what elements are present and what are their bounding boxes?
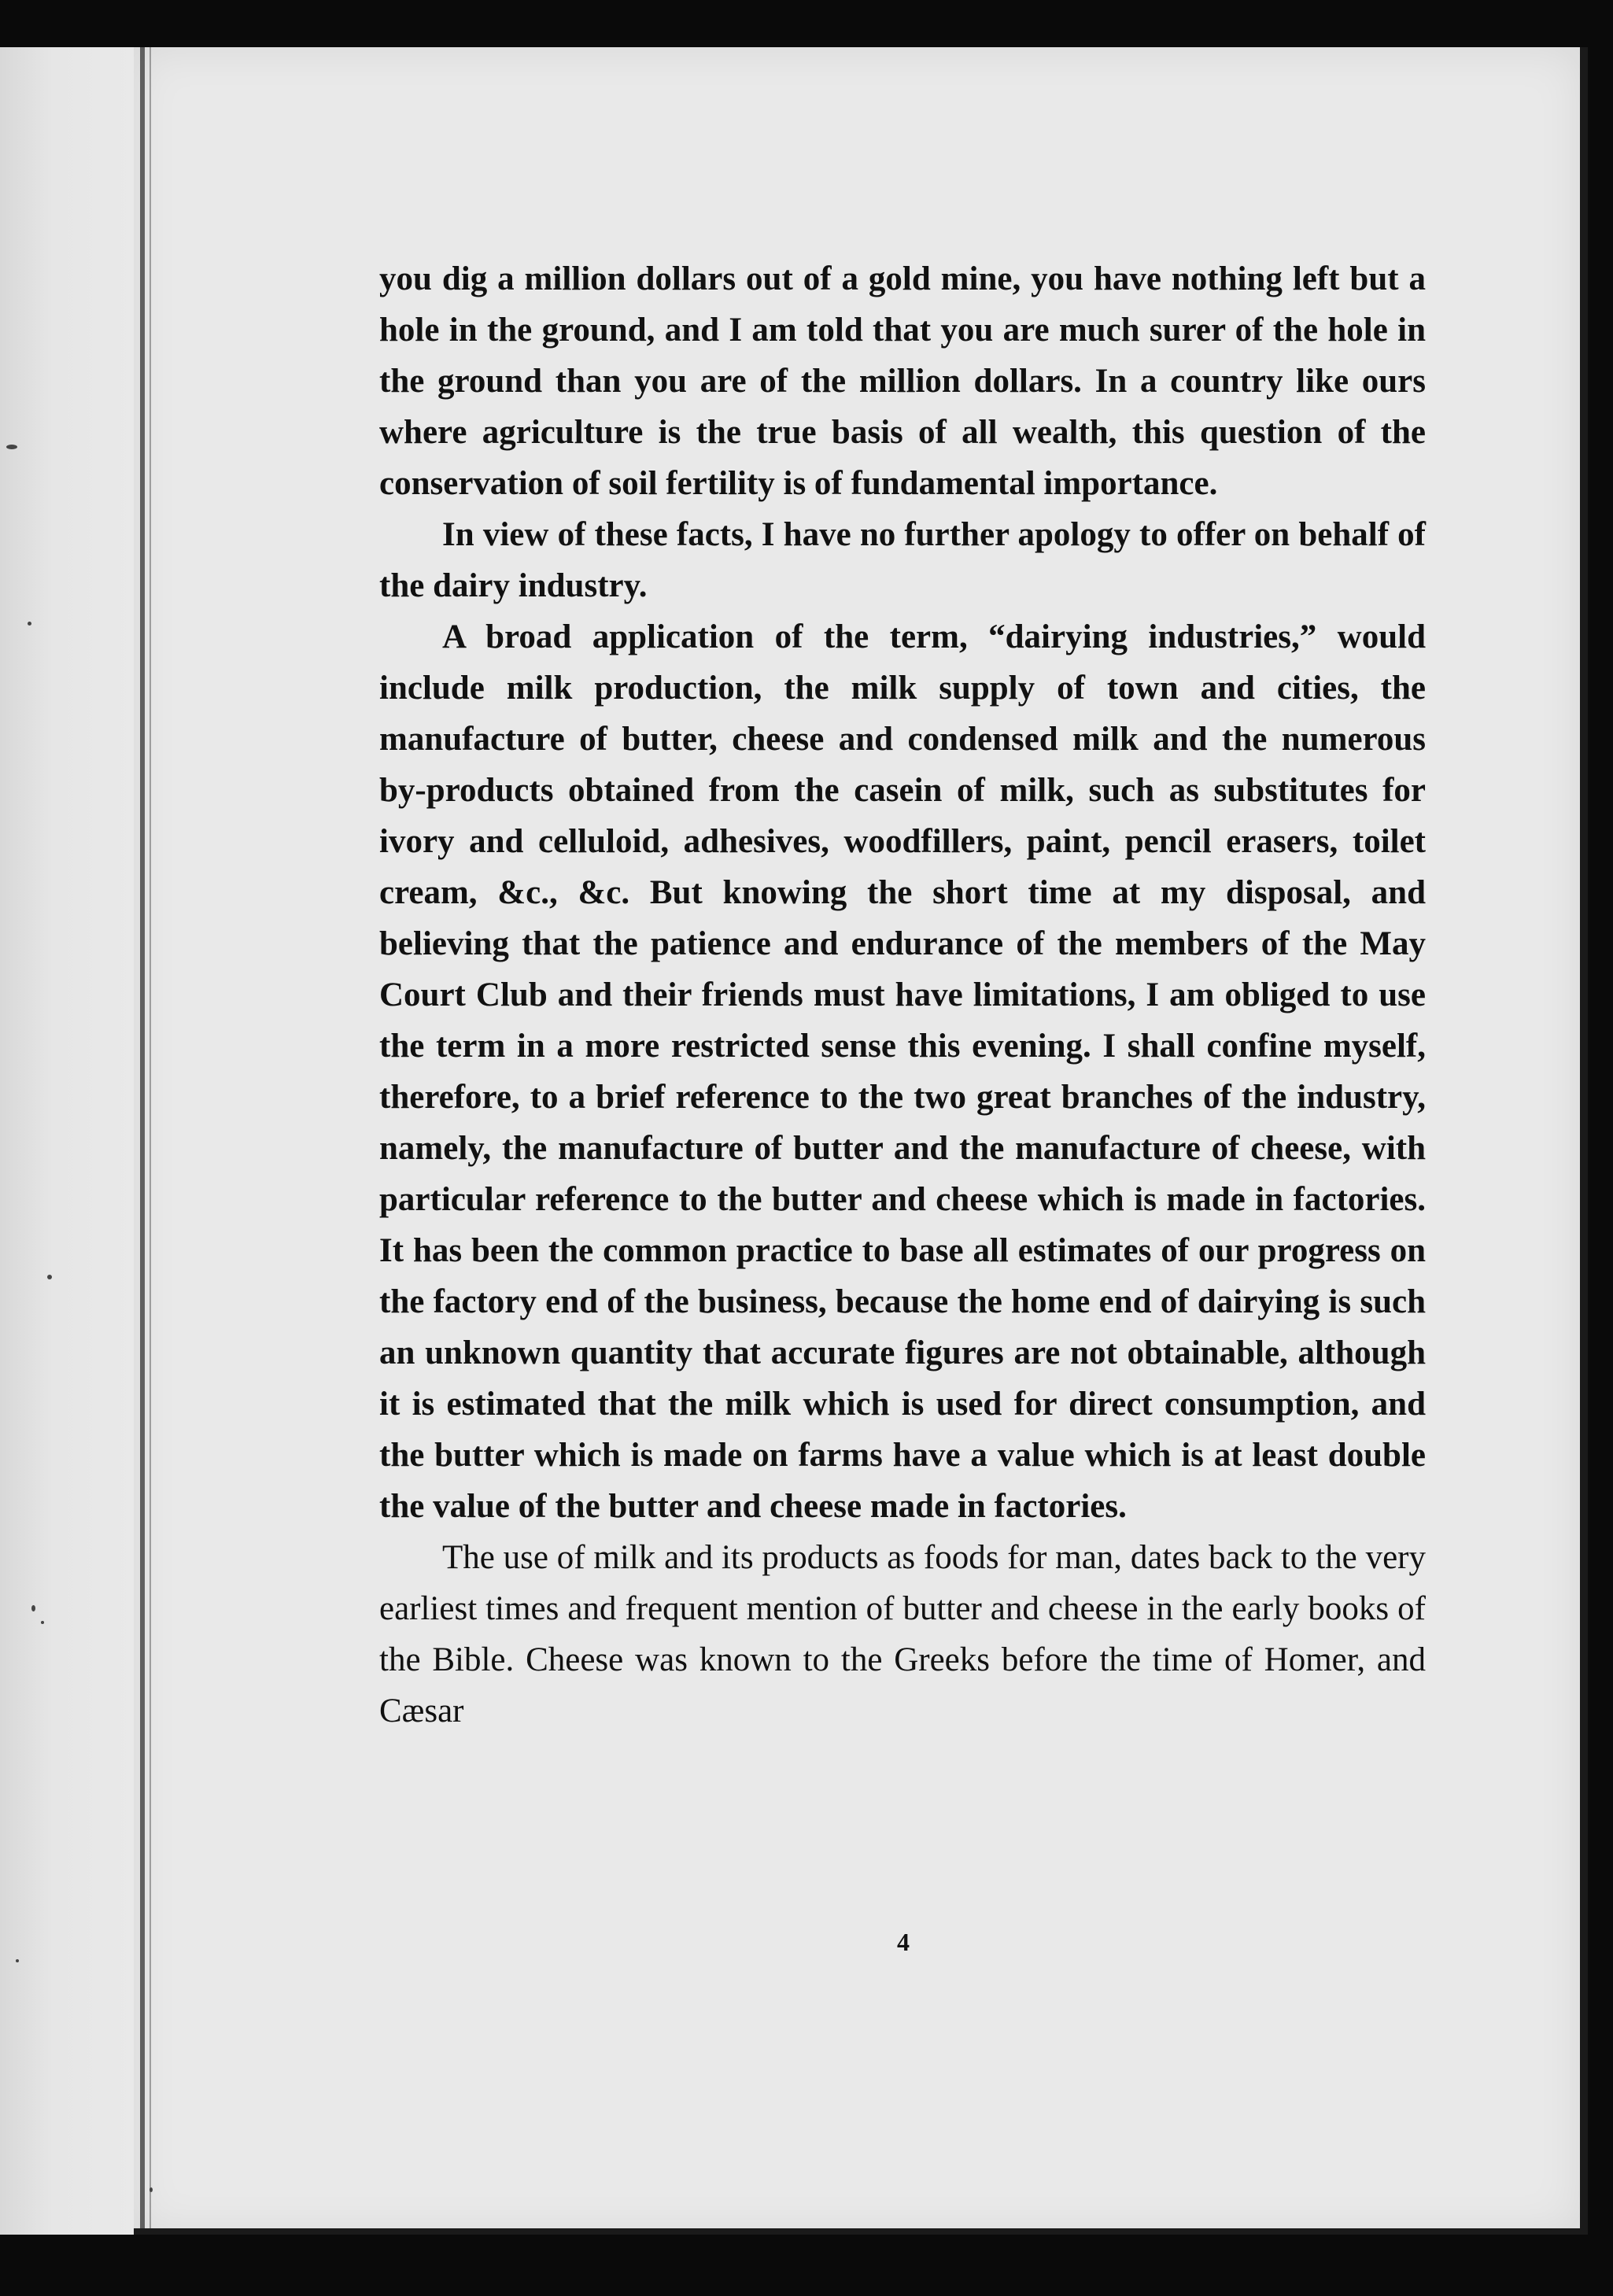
paragraph-3: A broad application of the term, “dairying industries,” would include milk production, the milk supply of town and cities, the manufacture of butter, cheese and condensed milk and the numerous by-products obtained from the casein of milk, such as substitutes for ivory and celluloid, adhesives, woodfillers, paint, pencil erasers, toilet cream, &c., &c. But knowing the short time at my disposal, and believing that the patience and endurance of the members of the May Court Club and their friends must have limitations, I am obliged to use the term in a more restricted sense this evening. I shall confine myself, therefore, to a brief reference to the two great branches of the industry, namely, the manufacture of butter and the manufacture of cheese, with particular reference to the butter and cheese which is made in factories. It has been the common practice to base all estimates of our progress on the factory end of the business, because the home end of dairying is such an unknown quantity that accurate figures are not obtainable, although it is estimated that the milk which is used for direct consumption, and the butter which is made on farms have a value which is at least double the value of the butter and cheese made in factories.: [379, 618, 1426, 1525]
paragraph-1: you dig a million dollars out of a gold mine, you have nothing left but a hole in the ground, and I am told that you are much surer of the hole in the ground than you are of the million dollars. In a country like ours where agriculture is the true basis of all wealth, this question of the conservation of soil fertility is of fundamental importance.: [379, 260, 1426, 502]
body-text: [379, 253, 1426, 1737]
page-bottom-edge: [134, 2228, 1588, 2235]
paragraph-2: In view of these facts, I have no further apology to offer on behalf of the dairy industry.: [379, 516, 1426, 604]
page-number: 4: [897, 1928, 910, 1956]
page-gutter-line-secondary: [149, 47, 151, 2235]
page-right-edge: [1580, 47, 1588, 2235]
paragraph-4: The use of milk and its products as foods for man, dates back to the very earliest times and frequent mention of butter and cheese in the early books of the Bible. Cheese was known to the Greeks before the time of Homer, and Cæsar: [379, 1539, 1426, 1729]
page-gutter-line: [140, 47, 145, 2235]
left-margin: [0, 47, 134, 2235]
